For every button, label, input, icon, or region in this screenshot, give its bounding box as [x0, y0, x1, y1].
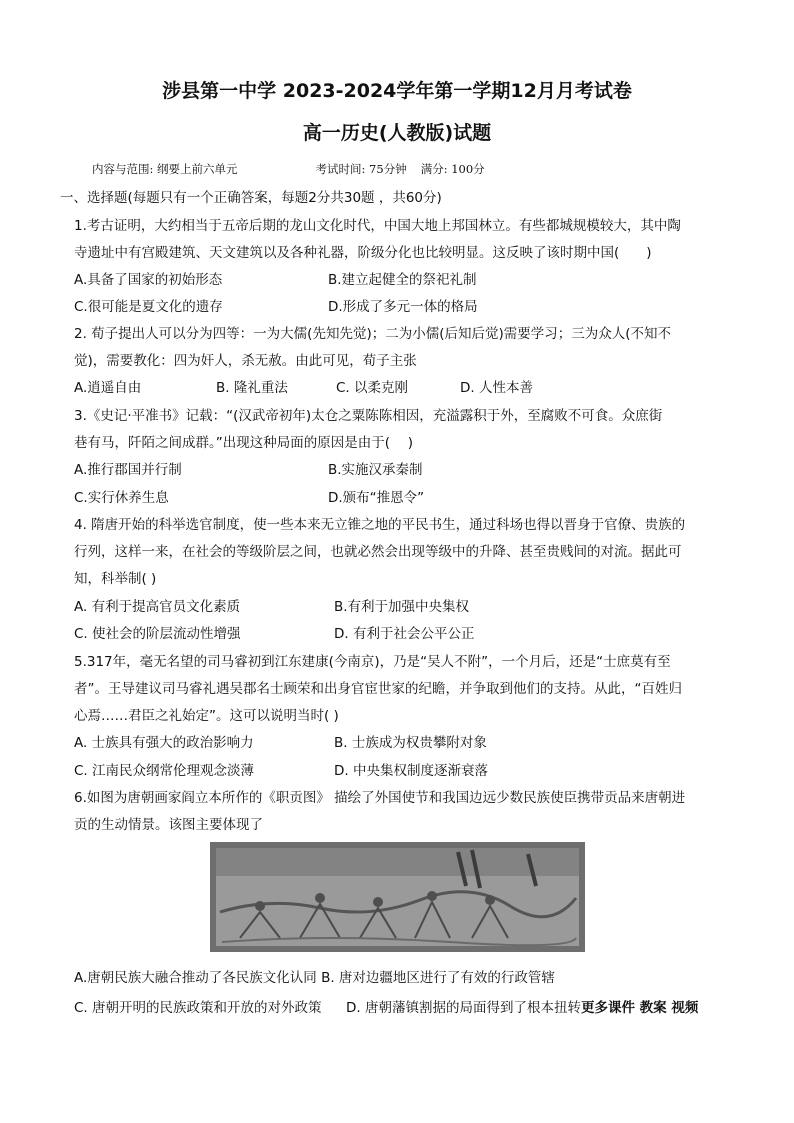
- q1-option-c: C.很可能是夏文化的遗存: [74, 299, 223, 315]
- watermark-text: 更多课件 教案 视频: [580, 1000, 699, 1016]
- exam-title: 涉县第一中学 2023-2024学年第一学期12月月考试卷: [162, 80, 632, 102]
- q5-option-b: B. 士族成为权贵攀附对象: [334, 735, 487, 751]
- tribute-painting-image: [210, 842, 585, 952]
- q3-option-d: D.颁布“推恩令”: [328, 490, 425, 506]
- q2-option-d: D. 人性本善: [460, 380, 533, 396]
- time-text: 考试时间: 75分钟: [315, 162, 407, 176]
- q3-line1: 3.《史记·平准书》记载：“(汉武帝初年)太仓之粟陈陈相因，充溢露积于外，至腐败不可食。众庶街: [74, 408, 663, 424]
- q5-option-a: A. 士族具有强大的政治影响力: [74, 735, 254, 751]
- q4-option-d: D. 有利于社会公平公正: [334, 626, 475, 642]
- q2-option-c: C. 以柔克刚: [336, 380, 409, 396]
- q3-option-b: B.实施汉承秦制: [328, 462, 423, 478]
- q5-option-d: D. 中央集权制度逐渐衰落: [334, 763, 488, 779]
- q3-line2: 巷有马，阡陌之间成群。”出现这种局面的原因是由于( ): [74, 435, 414, 451]
- exam-subtitle: 高一历史(人教版)试题: [302, 122, 492, 144]
- q1-line2: 寺遗址中有宫殿建筑、天文建筑以及各种礼器，阶级分化也比较明显。这反映了该时期中国( ): [74, 245, 652, 261]
- q6-option-c: C. 唐朝开明的民族政策和开放的对外政策: [74, 1000, 322, 1016]
- q1-option-b: B.建立起健全的祭祀礼制: [328, 272, 477, 288]
- q6-option-d: D. 唐朝藩镇割据的局面得到了根本扭转: [346, 1000, 581, 1016]
- q1-line1: 1.考古证明，大约相当于五帝后期的龙山文化时代，中国大地上邦国林立。有些都城规模较大，其中陶: [74, 218, 681, 234]
- q2-option-b: B. 隆礼重法: [216, 380, 288, 396]
- q5-line1: 5.317年，毫无名望的司马睿初到江东建康(今南京)，乃是“吴人不附”，一个月后，还是“士庶莫有至: [74, 654, 671, 670]
- q4-line2: 行列，这样一来，在社会的等级阶层之间，也就必然会出现等级中的升降、甚至贵贱间的对流。据此可: [74, 544, 682, 560]
- q3-option-a: A.推行郡国并行制: [74, 462, 182, 478]
- q5-line3: 心焉……君臣之礼始定”。这可以说明当时( ): [74, 708, 339, 724]
- q3-option-c: C.实行休养生息: [74, 490, 169, 506]
- q6-line1: 6.如图为唐朝画家阎立本所作的《职贡图》 描绘了外国使节和我国边远少数民族使臣携带贡品来唐朝进: [74, 790, 686, 806]
- q6-line2: 贡的生动情景。该图主要体现了: [74, 817, 263, 833]
- q6-option-d-row: [346, 996, 698, 1016]
- q6-option-ab: A.唐朝民族大融合推动了各民族文化认同 B. 唐对边疆地区进行了有效的行政管辖: [74, 970, 555, 986]
- q4-option-c: C. 使社会的阶层流动性增强: [74, 626, 241, 642]
- scope-text: 内容与范围: 纲要上前六单元: [92, 162, 238, 176]
- q4-line3: 知，科举制( ): [74, 571, 157, 587]
- q2-line2: 觉)，需要教化：四为奸人，杀无赦。由此可见，荀子主张: [74, 353, 417, 369]
- q5-option-c: C. 江南民众纲常伦理观念淡薄: [74, 763, 255, 779]
- q4-option-a: A. 有利于提高官员文化素质: [74, 599, 241, 615]
- q4-option-b: B.有利于加强中央集权: [334, 599, 470, 615]
- q1-option-d: D.形成了多元一体的格局: [328, 299, 478, 315]
- exam-info: [92, 161, 485, 177]
- section-heading: 一、选择题(每题只有一个正确答案，每题2分共30题 ，共60分): [60, 190, 442, 206]
- q1-option-a: A.具备了国家的初始形态: [74, 272, 223, 288]
- q2-option-a: A.逍遥自由: [74, 380, 142, 396]
- q4-line1: 4. 隋唐开始的科举选官制度，使一些本来无立锥之地的平民书生，通过科场也得以晋身于官僚、贵族的: [74, 517, 686, 533]
- q5-line2: 者”。王导建议司马睿礼遇吴郡名士顾荣和出身官宦世家的纪瞻，并争取到他们的支持。从此，“百姓归: [74, 681, 682, 697]
- q2-line1: 2. 荀子提出人可以分为四等：一为大儒(先知先觉)；二为小儒(后知后觉)需要学习；三为众人(不知不: [74, 326, 672, 342]
- score-text: 满分: 100分: [420, 162, 485, 176]
